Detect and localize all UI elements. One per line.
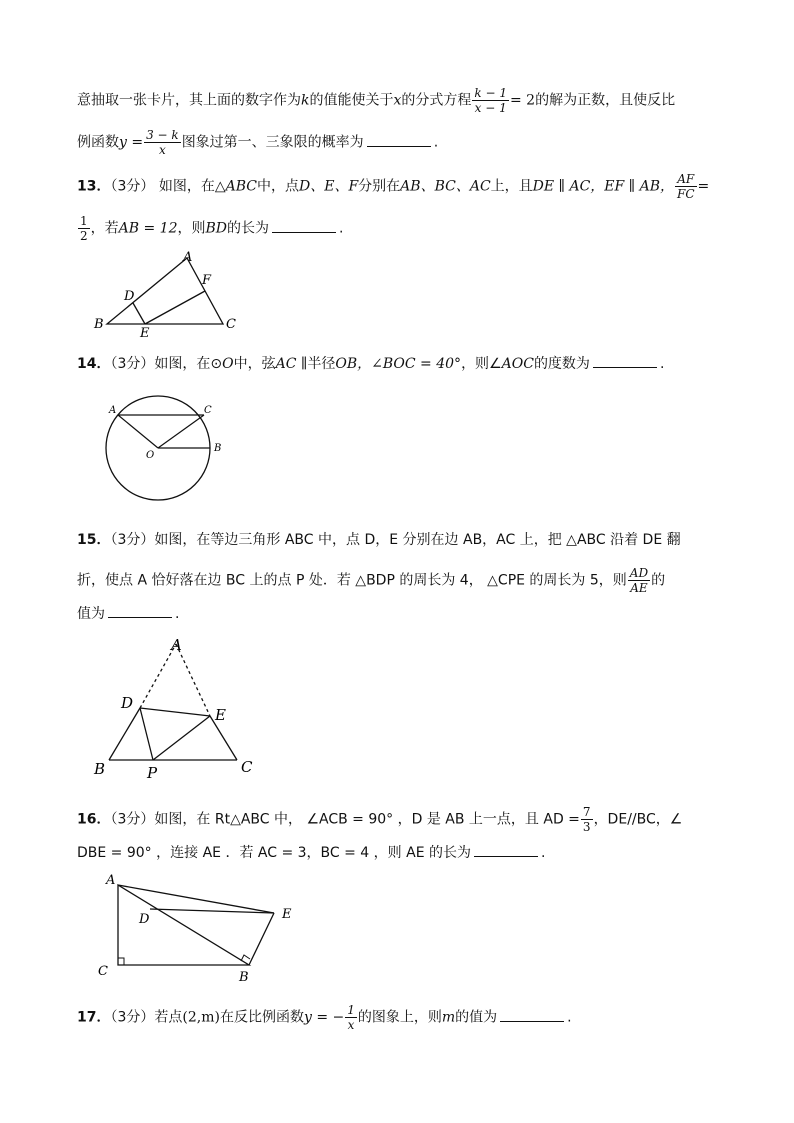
answer-blank[interactable]	[593, 353, 657, 368]
q12-frac-den: x − 1	[474, 101, 507, 115]
q17-text: 的值为	[455, 1009, 498, 1026]
q13-half	[78, 214, 90, 243]
label-a: A	[171, 636, 182, 654]
segment-ef	[145, 291, 205, 324]
q13-eq: =	[697, 178, 710, 195]
q12-fraction	[472, 86, 509, 115]
right-angle-b	[241, 955, 250, 961]
q12-text: 图象过第一、三象限的概率为	[181, 134, 364, 151]
q13-text: 的长为	[227, 220, 269, 237]
label-p: P	[147, 764, 158, 782]
q12-eq: = 2	[509, 92, 536, 109]
q17-line1	[77, 1003, 572, 1032]
q14-end: .	[659, 356, 665, 372]
q12-text: 意抽取一张卡片，其上面的数字作为	[77, 92, 301, 109]
label-o: O	[146, 450, 155, 461]
q12-frac2-den: x	[159, 143, 166, 157]
dashed-ae	[176, 644, 210, 716]
question-number: 14．	[77, 356, 111, 372]
q15-text: 值为	[77, 606, 105, 622]
q14-math: O	[222, 356, 234, 372]
label-e: E	[215, 706, 226, 724]
label-b: B	[94, 317, 104, 332]
label-a: A	[109, 405, 117, 416]
q13-frac-den: FC	[677, 187, 695, 201]
question-number: 13．	[77, 178, 111, 195]
label-d: D	[124, 289, 135, 304]
q13-text: 分别在	[358, 178, 401, 195]
q13-math: D、E、F	[299, 178, 359, 195]
question-score: （3分）	[110, 178, 155, 195]
q12-text: 的解为正数，且使反比	[535, 92, 676, 109]
question-score: （3分）	[110, 1009, 155, 1026]
q13-line1	[77, 172, 709, 201]
q13-math: ABC	[225, 178, 257, 195]
q14-math: ，∠BOC = 40°	[357, 356, 462, 372]
q16-line2	[77, 842, 545, 863]
q14-text: 半径	[307, 356, 336, 372]
label-c: C	[241, 758, 253, 776]
q16-end: .	[541, 845, 546, 861]
q16-text: ，DE//BC，∠	[593, 811, 683, 828]
q13-math: BD	[205, 220, 227, 237]
question-score: （3分）	[110, 811, 155, 828]
answer-blank[interactable]	[500, 1007, 564, 1022]
q13-text: 如图，在△	[154, 178, 226, 195]
segment-de	[133, 303, 145, 324]
q14-text: 如图，在⊙	[154, 356, 223, 372]
segment-de	[140, 708, 210, 716]
q13-math: AB、BC、AC	[400, 178, 491, 195]
answer-blank[interactable]	[474, 842, 538, 857]
q14-text: 中，弦	[233, 356, 276, 372]
q13-line2	[77, 214, 343, 243]
q13-math: DE ∥ AC，EF ∥ AB，	[532, 178, 674, 195]
label-a: A	[183, 250, 193, 265]
label-b: B	[94, 760, 106, 778]
q13-frac-num: AF	[675, 172, 697, 187]
answer-blank[interactable]	[108, 603, 172, 618]
q17-text: 若点	[154, 1009, 183, 1026]
q12-end: .	[433, 134, 439, 151]
q13-triangle-figure	[90, 248, 250, 338]
q15-text: 的	[651, 572, 666, 589]
q14-math: OB	[335, 356, 358, 372]
q13-fraction	[675, 172, 697, 201]
segment-eb	[249, 913, 274, 965]
q15-frac-den: AE	[630, 581, 648, 595]
q16-frac-den: 3	[582, 820, 591, 834]
q12-frac-num: k − 1	[474, 86, 507, 100]
q15-text: 折，使点 A 恰好落在边 BC 上的点 P 处．若 △BDP 的周长为 4， △CPE 的周长为 5，则	[77, 572, 627, 589]
label-d: D	[121, 694, 134, 712]
label-a: A	[106, 873, 116, 888]
q15-frac-num: AD	[629, 566, 649, 580]
q15-fraction	[628, 566, 650, 595]
q12-var-x: x	[393, 92, 402, 109]
q12-fraction-2	[144, 128, 181, 157]
q14-line1	[77, 353, 664, 374]
question-score: （3分）	[110, 356, 155, 372]
q17-frac-num: 1	[347, 1003, 355, 1017]
q15-line3	[77, 603, 179, 624]
q16-frac-num: 7	[582, 805, 591, 819]
label-b: B	[214, 443, 222, 454]
q14-text: ，则∠	[461, 356, 502, 372]
label-f: F	[202, 273, 212, 288]
q14-math: AC ∥	[275, 356, 308, 372]
q14-math: AOC	[501, 356, 534, 372]
q12-text: 的分式方程	[401, 92, 472, 109]
q17-text: 的图象上，则	[357, 1009, 442, 1026]
q16-fraction	[581, 805, 593, 834]
question-number: 15．	[77, 532, 111, 548]
q13-end: .	[339, 220, 344, 237]
q17-math: m	[441, 1009, 456, 1026]
right-angle-c	[118, 958, 124, 965]
label-c: C	[204, 405, 212, 416]
q12-text: 的值能使关于	[309, 92, 394, 109]
label-c: C	[226, 317, 236, 332]
q16-right-triangle-figure	[92, 872, 307, 987]
q12-y-eq: y =	[119, 134, 144, 151]
q14-circle-figure	[100, 395, 230, 505]
q17-end: .	[567, 1009, 572, 1026]
radius-oc	[158, 415, 204, 448]
side-bd	[109, 708, 140, 760]
q16-line1	[77, 805, 682, 834]
q13-text: 中，点	[257, 178, 299, 195]
question-number: 16．	[77, 811, 111, 828]
radius-oa	[118, 415, 158, 448]
q13-half-num: 1	[80, 214, 88, 228]
q12-text: 例函数	[77, 134, 119, 151]
q13-text: 上，且	[490, 178, 533, 195]
label-e: E	[282, 907, 292, 922]
q13-text: ，则	[177, 220, 206, 237]
q12-line2	[77, 128, 438, 157]
label-d: D	[139, 912, 150, 927]
q12-frac2-num: 3 − k	[146, 128, 179, 142]
answer-blank[interactable]	[272, 218, 336, 233]
q17-frac-den: x	[347, 1018, 355, 1032]
segment-ep	[153, 716, 210, 760]
q17-text: 在反比例函数	[219, 1009, 304, 1026]
q15-end: .	[175, 606, 180, 622]
q16-text: DBE = 90° ，连接 AE ．若 AC = 3，BC = 4 ，则 AE 的长为	[77, 845, 471, 861]
q15-fold-figure	[88, 632, 263, 782]
answer-blank[interactable]	[367, 132, 431, 147]
q13-text: ，若	[90, 220, 119, 237]
q17-math: (2,m)	[182, 1009, 220, 1026]
q16-text: 如图，在 Rt△ABC 中， ∠ACB = 90° ，D 是 AB 上一点，且 AD =	[154, 811, 580, 828]
question-score: （3分）	[110, 532, 155, 548]
q12-var-k: k	[301, 92, 310, 109]
label-e: E	[140, 326, 150, 338]
q17-fraction	[345, 1003, 357, 1032]
q17-math: y = −	[303, 1009, 345, 1026]
q12-line1	[77, 86, 675, 115]
q13-half-den: 2	[80, 229, 88, 243]
question-number: 17．	[77, 1009, 111, 1026]
q15-line2	[77, 566, 665, 595]
q15-line1	[77, 530, 681, 550]
segment-dp	[140, 708, 153, 760]
q13-math: AB = 12	[118, 220, 178, 237]
label-b: B	[239, 970, 249, 985]
label-c: C	[98, 964, 108, 979]
q15-text: 如图，在等边三角形 ABC 中，点 D，E 分别在边 AB，AC 上，把 △ABC 沿着 DE 翻	[154, 532, 681, 548]
q14-text: 的度数为	[533, 356, 590, 372]
